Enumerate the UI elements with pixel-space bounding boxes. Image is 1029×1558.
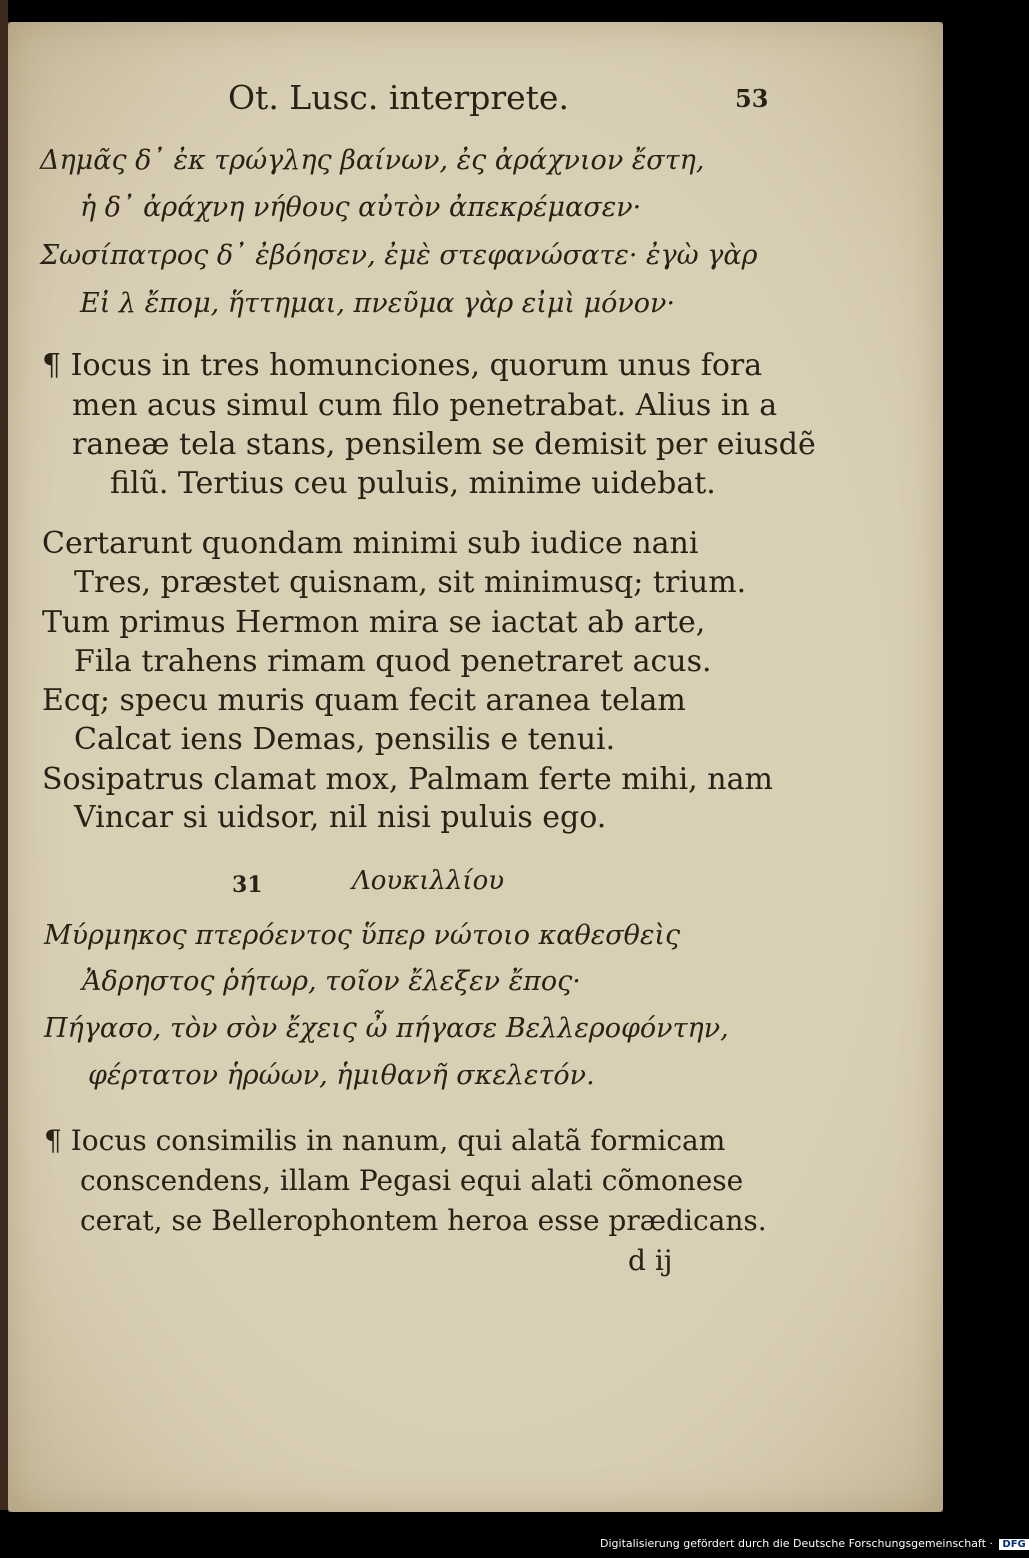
- verse-line-6: Calcat iens Demas, pensilis e tenui.: [74, 722, 616, 757]
- footer-text: Digitalisierung gefördert durch die Deutsche Forschungsgemeinschaft ·: [600, 1537, 993, 1550]
- greek2-line-2: Ἀδρηστος ῥήτωρ, τοῖον ἔλεξεν ἔπος·: [82, 966, 581, 997]
- verse-line-7: Sosipatrus clamat mox, Palmam ferte mihi, nam: [42, 762, 773, 797]
- commentary-2-line-3: cerat, se Bellerophontem heroa esse prædicans.: [80, 1204, 767, 1237]
- greek2-line-4: φέρτατον ἡρώων, ἡμιθανῆ σκελετόν.: [88, 1060, 595, 1091]
- verse-line-4: Fila trahens rimam quod penetraret acus.: [74, 644, 712, 679]
- commentary-2-line-1: ¶ Iocus consimilis in nanum, qui alatã formicam: [44, 1124, 726, 1157]
- commentary-2-line-2: conscendens, illam Pegasi equi alati cõmonese: [80, 1164, 744, 1197]
- commentary-1-line-1: ¶ Iocus in tres homunciones, quorum unus fora: [42, 348, 763, 383]
- digitization-footer: [600, 1537, 1026, 1555]
- page-edge: [0, 0, 8, 1510]
- epigram-number: 31: [232, 872, 263, 898]
- commentary-1-line-2: men acus simul cum filo penetrabat. Alius in a: [72, 388, 778, 423]
- verse-line-3: Tum primus Hermon mira se iactat ab arte,: [42, 605, 706, 640]
- verse-line-1: Certarunt quondam minimi sub iudice nani: [42, 526, 699, 561]
- commentary-1-line-4: filũ. Tertius ceu puluis, minime uidebat.: [110, 466, 716, 501]
- epigram-author: Λουκιλλίου: [352, 866, 505, 896]
- folio-number: 53: [735, 84, 769, 113]
- running-title: Ot. Lusc. interprete.: [228, 78, 569, 117]
- verse-line-5: Ecq; specu muris quam fecit aranea telam: [42, 683, 686, 718]
- commentary-1-line-3: raneæ tela stans, pensilem se demisit per eiusdẽ: [72, 427, 816, 462]
- greek-line-4: Εἰ λ ἔπομ, ἥττημαι, πνεῦμα γὰρ εἰμὶ μόνον·: [80, 288, 676, 319]
- signature-mark: d ij: [628, 1244, 673, 1277]
- greek-line-1: Δημᾶς δ᾽ ἐκ τρώγλης βαίνων, ἐς ἀράχνιον ἔστη,: [40, 145, 705, 176]
- greek2-line-1: Μύρμηκος πτερόεντος ὕπερ νώτοιο καθεσθεὶς: [44, 920, 681, 951]
- verse-line-2: Tres, præstet quisnam, sit minimusq; trium.: [74, 565, 747, 600]
- verse-line-8: Vincar si uidsor, nil nisi puluis ego.: [74, 800, 607, 835]
- greek2-line-3: Πήγασο, τὸν σὸν ἔχεις ὦ πήγασε Βελλεροφόντην,: [44, 1013, 729, 1044]
- dfg-logo: DFG: [999, 1539, 1028, 1550]
- greek-line-2: ἡ δ᾽ ἀράχνη νήθους αὐτὸν ἀπεκρέμασεν·: [80, 192, 642, 223]
- greek-line-3: Σωσίπατρος δ᾽ ἐβόησεν, ἐμὲ στεφανώσατε· ἐγὼ γὰρ: [40, 240, 758, 271]
